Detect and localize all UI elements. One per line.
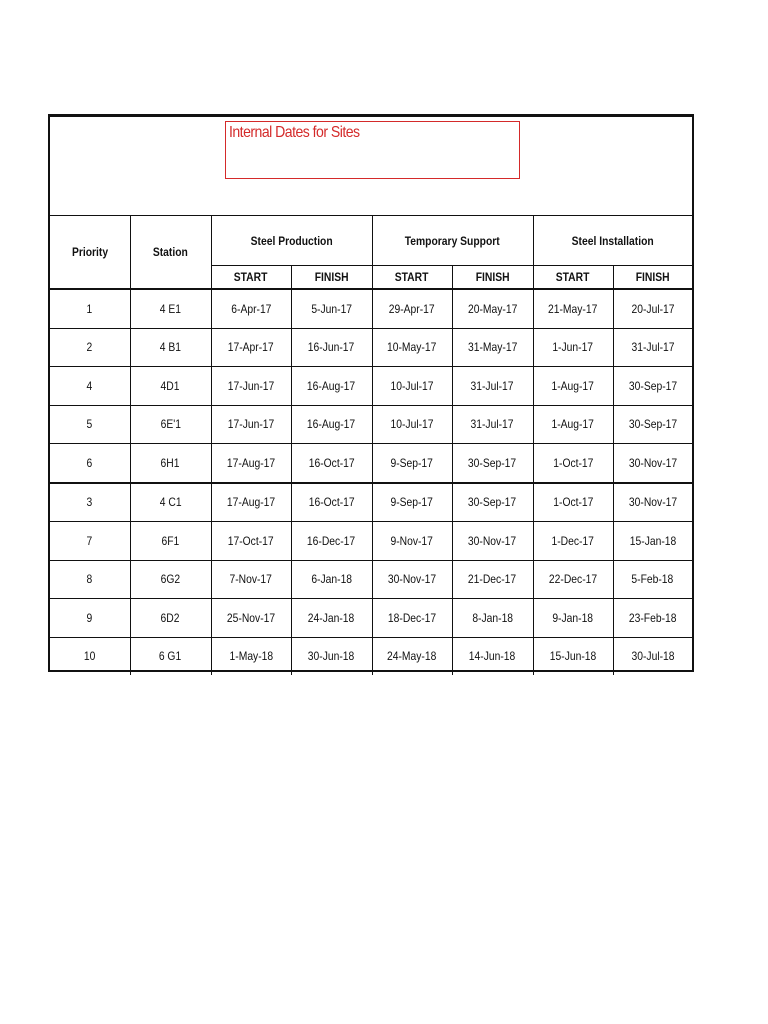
station-cell bbox=[130, 328, 211, 367]
header-station bbox=[130, 216, 211, 290]
date-cell bbox=[533, 289, 613, 328]
date-cell bbox=[533, 599, 613, 638]
date-cell bbox=[452, 560, 533, 599]
title-box bbox=[225, 121, 520, 179]
priority-cell bbox=[50, 444, 130, 483]
date-value: 17-Jun-17 bbox=[227, 378, 275, 393]
date-cell bbox=[291, 328, 372, 367]
schedule-sheet bbox=[48, 114, 694, 672]
date-value: 16-Aug-17 bbox=[307, 417, 356, 432]
date-cell bbox=[452, 483, 533, 522]
header-start bbox=[372, 266, 452, 290]
date-cell bbox=[372, 405, 452, 444]
date-value: 5-Jun-17 bbox=[311, 301, 352, 316]
header-finish-label: FINISH bbox=[635, 270, 670, 284]
date-cell bbox=[211, 289, 291, 328]
header-start-label: START bbox=[234, 270, 268, 284]
priority-cell bbox=[50, 483, 130, 522]
date-value: 30-Sep-17 bbox=[468, 455, 517, 470]
date-value: 8-Jan-18 bbox=[472, 610, 513, 625]
header-start-label: START bbox=[556, 270, 590, 284]
date-cell bbox=[613, 367, 692, 406]
date-value: 14-Jun-18 bbox=[469, 649, 516, 664]
date-value: 1-Jun-17 bbox=[552, 340, 594, 355]
date-cell bbox=[452, 522, 533, 561]
header-group-label: Steel Installation bbox=[571, 233, 654, 248]
station-value: 6H1 bbox=[161, 455, 180, 470]
table-row bbox=[50, 637, 692, 675]
header-group-steel-production bbox=[211, 216, 372, 266]
date-value: 16-Oct-17 bbox=[308, 455, 355, 470]
station-value: 6E'1 bbox=[160, 417, 181, 432]
header-group-label: Temporary Support bbox=[404, 233, 501, 248]
header-finish bbox=[613, 266, 692, 290]
station-cell bbox=[130, 289, 211, 328]
date-value: 16-Dec-17 bbox=[307, 533, 356, 548]
date-cell bbox=[291, 560, 372, 599]
header-group-steel-installation bbox=[533, 216, 692, 266]
priority-cell bbox=[50, 367, 130, 406]
station-cell bbox=[130, 599, 211, 638]
station-cell bbox=[130, 444, 211, 483]
date-cell bbox=[211, 444, 291, 483]
priority-value: 10 bbox=[83, 649, 96, 664]
table-row bbox=[50, 367, 692, 406]
date-value: 1-May-18 bbox=[229, 649, 273, 664]
date-value: 30-Nov-17 bbox=[387, 572, 437, 587]
station-cell bbox=[130, 637, 211, 675]
date-cell bbox=[372, 328, 452, 367]
date-value: 29-Apr-17 bbox=[389, 301, 435, 316]
date-cell bbox=[372, 483, 452, 522]
station-cell bbox=[130, 483, 211, 522]
priority-value: 8 bbox=[86, 572, 93, 587]
date-value: 30-Nov-17 bbox=[468, 533, 517, 548]
date-value: 30-Sep-17 bbox=[628, 378, 677, 393]
date-value: 17-Aug-17 bbox=[226, 455, 276, 470]
header-priority bbox=[50, 216, 130, 290]
table-row bbox=[50, 599, 692, 638]
date-value: 22-Dec-17 bbox=[548, 572, 598, 587]
table-row bbox=[50, 483, 692, 522]
date-value: 16-Oct-17 bbox=[308, 495, 355, 510]
date-value: 6-Jan-18 bbox=[311, 572, 352, 587]
date-value: 31-Jul-17 bbox=[470, 417, 515, 432]
date-cell bbox=[613, 444, 692, 483]
date-cell bbox=[613, 289, 692, 328]
date-value: 15-Jan-18 bbox=[629, 533, 676, 548]
header-finish bbox=[452, 266, 533, 290]
date-value: 10-Jul-17 bbox=[390, 378, 434, 393]
date-cell bbox=[291, 599, 372, 638]
date-cell bbox=[372, 522, 452, 561]
date-value: 1-Aug-17 bbox=[551, 378, 595, 393]
date-cell bbox=[452, 367, 533, 406]
date-cell bbox=[211, 599, 291, 638]
date-cell bbox=[372, 637, 452, 675]
priority-cell bbox=[50, 405, 130, 444]
table-row bbox=[50, 444, 692, 483]
station-value: 4 E1 bbox=[159, 301, 182, 316]
station-cell bbox=[130, 522, 211, 561]
priority-value: 9 bbox=[86, 610, 93, 625]
date-value: 6-Apr-17 bbox=[230, 301, 272, 316]
date-value: 30-Jun-18 bbox=[308, 649, 355, 664]
date-value: 9-Nov-17 bbox=[390, 533, 434, 548]
header-finish-label: FINISH bbox=[314, 270, 349, 284]
priority-value: 5 bbox=[86, 417, 93, 432]
date-cell bbox=[613, 599, 692, 638]
date-cell bbox=[211, 405, 291, 444]
priority-value: 4 bbox=[86, 378, 93, 393]
table-row bbox=[50, 405, 692, 444]
date-cell bbox=[372, 289, 452, 328]
station-value: 6 G1 bbox=[159, 649, 182, 664]
priority-cell bbox=[50, 522, 130, 561]
date-value: 16-Aug-17 bbox=[307, 378, 356, 393]
date-value: 18-Dec-17 bbox=[387, 610, 437, 625]
date-value: 1-Oct-17 bbox=[552, 455, 594, 470]
date-value: 31-May-17 bbox=[467, 340, 518, 355]
date-value: 31-Jul-17 bbox=[631, 340, 675, 355]
table-body bbox=[50, 289, 692, 675]
date-cell bbox=[533, 367, 613, 406]
date-value: 9-Sep-17 bbox=[390, 455, 434, 470]
date-value: 25-Nov-17 bbox=[226, 610, 276, 625]
table-row bbox=[50, 560, 692, 599]
date-cell bbox=[613, 328, 692, 367]
date-value: 30-Sep-17 bbox=[628, 417, 677, 432]
date-value: 20-May-17 bbox=[467, 301, 518, 316]
date-value: 1-Aug-17 bbox=[551, 417, 595, 432]
date-cell bbox=[533, 405, 613, 444]
date-value: 17-Aug-17 bbox=[226, 495, 276, 510]
date-value: 9-Jan-18 bbox=[552, 610, 594, 625]
header-finish bbox=[291, 266, 372, 290]
station-cell bbox=[130, 367, 211, 406]
date-value: 30-Jul-18 bbox=[631, 649, 675, 664]
station-value: 6F1 bbox=[161, 533, 180, 548]
table-header bbox=[50, 216, 692, 290]
date-cell bbox=[452, 444, 533, 483]
station-value: 4 B1 bbox=[159, 340, 182, 355]
date-cell bbox=[533, 483, 613, 522]
date-value: 17-Apr-17 bbox=[228, 340, 274, 355]
priority-cell bbox=[50, 560, 130, 599]
date-cell bbox=[533, 637, 613, 675]
date-value: 20-Jul-17 bbox=[631, 301, 675, 316]
date-cell bbox=[613, 483, 692, 522]
date-cell bbox=[613, 560, 692, 599]
date-cell bbox=[291, 405, 372, 444]
table-row bbox=[50, 289, 692, 328]
date-cell bbox=[372, 599, 452, 638]
header-start bbox=[533, 266, 613, 290]
priority-value: 2 bbox=[86, 340, 93, 355]
date-cell bbox=[452, 328, 533, 367]
date-value: 10-May-17 bbox=[387, 340, 437, 355]
station-value: 4 C1 bbox=[159, 495, 182, 510]
station-cell bbox=[130, 560, 211, 599]
priority-value: 1 bbox=[86, 301, 93, 316]
sheet-title: Internal Dates for Sites bbox=[229, 124, 360, 141]
header-priority-label: Priority bbox=[71, 245, 108, 259]
date-cell bbox=[211, 328, 291, 367]
station-value: 6D2 bbox=[161, 610, 180, 625]
date-value: 1-Oct-17 bbox=[552, 495, 594, 510]
date-cell bbox=[211, 522, 291, 561]
date-cell bbox=[372, 560, 452, 599]
date-value: 30-Nov-17 bbox=[628, 495, 677, 510]
date-cell bbox=[211, 483, 291, 522]
date-value: 21-May-17 bbox=[548, 301, 598, 316]
date-value: 17-Oct-17 bbox=[228, 533, 274, 548]
date-value: 10-Jul-17 bbox=[390, 417, 434, 432]
date-value: 17-Jun-17 bbox=[227, 417, 275, 432]
date-cell bbox=[452, 289, 533, 328]
date-cell bbox=[291, 289, 372, 328]
header-group-label: Steel Production bbox=[250, 233, 333, 248]
date-cell bbox=[291, 444, 372, 483]
date-cell bbox=[613, 405, 692, 444]
header-start bbox=[211, 266, 291, 290]
date-cell bbox=[372, 444, 452, 483]
date-value: 16-Jun-17 bbox=[308, 340, 355, 355]
date-cell bbox=[533, 444, 613, 483]
table-row bbox=[50, 328, 692, 367]
priority-value: 3 bbox=[86, 495, 93, 510]
date-cell bbox=[291, 367, 372, 406]
date-value: 9-Sep-17 bbox=[390, 495, 434, 510]
date-value: 1-Dec-17 bbox=[551, 533, 595, 548]
date-value: 24-May-18 bbox=[387, 649, 437, 664]
priority-cell bbox=[50, 637, 130, 675]
date-cell bbox=[211, 367, 291, 406]
priority-cell bbox=[50, 599, 130, 638]
date-cell bbox=[452, 405, 533, 444]
date-value: 15-Jun-18 bbox=[549, 649, 597, 664]
priority-value: 6 bbox=[86, 455, 93, 470]
priority-cell bbox=[50, 328, 130, 367]
date-value: 23-Feb-18 bbox=[628, 610, 677, 625]
date-value: 24-Jan-18 bbox=[308, 610, 355, 625]
date-value: 30-Nov-17 bbox=[628, 455, 677, 470]
date-cell bbox=[533, 560, 613, 599]
header-group-temporary-support bbox=[372, 216, 533, 266]
station-value: 4D1 bbox=[161, 378, 180, 393]
header-station-label: Station bbox=[153, 245, 188, 259]
date-value: 30-Sep-17 bbox=[468, 495, 517, 510]
date-cell bbox=[291, 522, 372, 561]
date-value: 7-Nov-17 bbox=[229, 572, 273, 587]
date-cell bbox=[452, 637, 533, 675]
date-cell bbox=[613, 522, 692, 561]
date-value: 21-Dec-17 bbox=[468, 572, 517, 587]
date-cell bbox=[291, 637, 372, 675]
date-cell bbox=[211, 560, 291, 599]
table-row bbox=[50, 522, 692, 561]
station-value: 6G2 bbox=[160, 572, 181, 587]
header-start-label: START bbox=[395, 270, 429, 284]
date-cell bbox=[291, 483, 372, 522]
header-finish-label: FINISH bbox=[475, 270, 510, 284]
date-value: 31-Jul-17 bbox=[470, 378, 515, 393]
date-cell bbox=[452, 599, 533, 638]
schedule-table bbox=[50, 215, 692, 675]
date-cell bbox=[533, 522, 613, 561]
date-cell bbox=[613, 637, 692, 675]
date-cell bbox=[211, 637, 291, 675]
date-cell bbox=[372, 367, 452, 406]
priority-cell bbox=[50, 289, 130, 328]
date-cell bbox=[533, 328, 613, 367]
station-cell bbox=[130, 405, 211, 444]
priority-value: 7 bbox=[86, 533, 93, 548]
date-value: 5-Feb-18 bbox=[631, 572, 674, 587]
